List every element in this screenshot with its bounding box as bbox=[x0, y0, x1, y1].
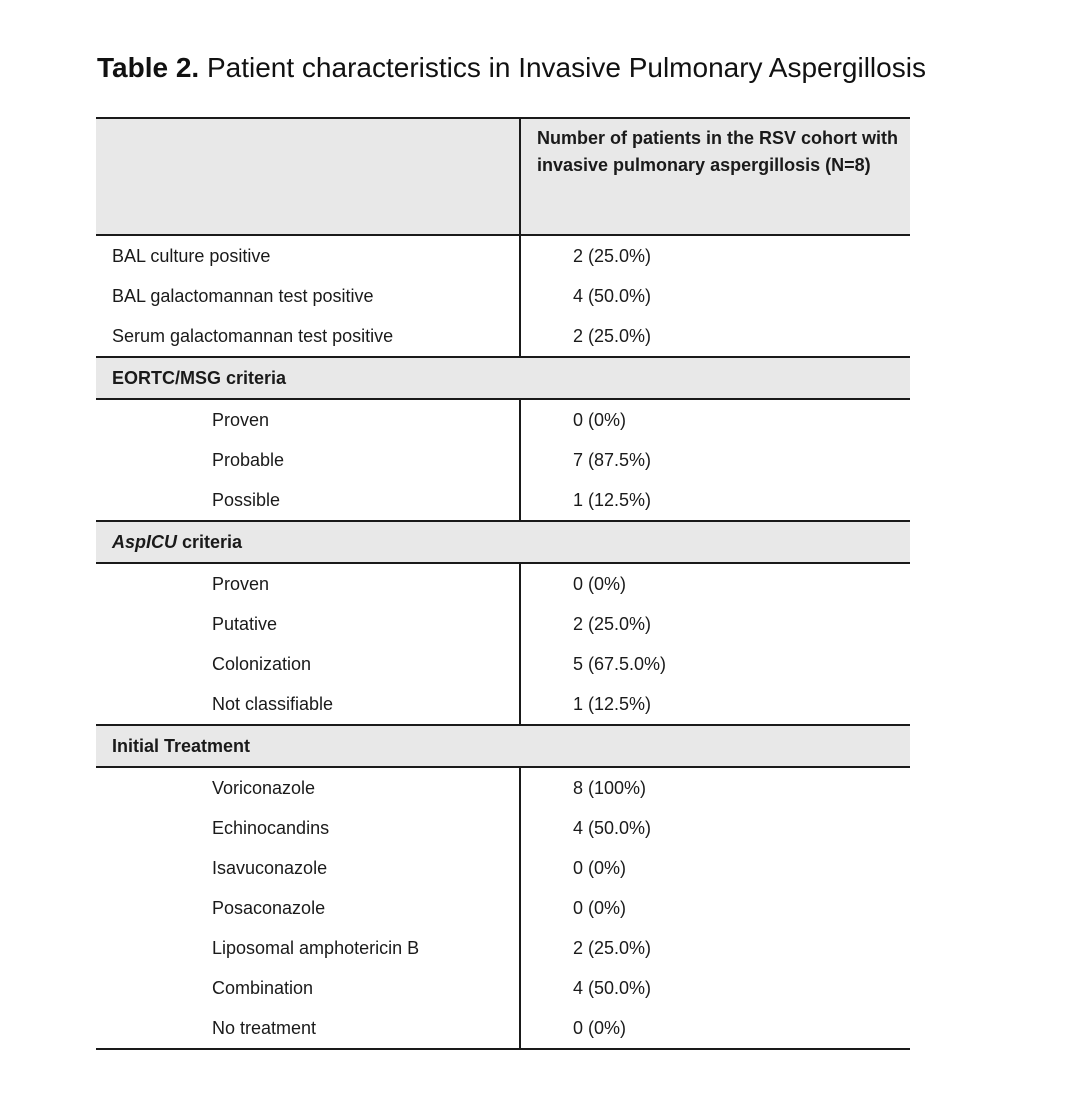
row-label: Possible bbox=[212, 489, 281, 510]
row-value: 2 (25.0%) bbox=[520, 235, 910, 276]
section-title bbox=[96, 521, 910, 563]
row-value: 4 (50.0%) bbox=[520, 276, 910, 316]
row-value: 1 (12.5%) bbox=[520, 480, 910, 521]
section-header-row bbox=[96, 725, 910, 767]
row-label: Voriconazole bbox=[212, 777, 316, 798]
row-label: No treatment bbox=[96, 1008, 520, 1049]
table-row bbox=[96, 480, 910, 521]
section-title-italic: AspICU bbox=[112, 531, 178, 552]
row-value: 0 (0%) bbox=[520, 399, 910, 440]
header-cell-count bbox=[520, 118, 910, 235]
table-row bbox=[96, 235, 910, 276]
table-row bbox=[96, 888, 910, 928]
section-header-row bbox=[96, 521, 910, 563]
row-value: 2 (25.0%) bbox=[520, 316, 910, 357]
row-label: Probable bbox=[212, 449, 285, 470]
row-label: BAL culture positive bbox=[112, 245, 271, 266]
row-value: 2 (25.0%) bbox=[520, 928, 910, 968]
table-row bbox=[96, 316, 910, 357]
row-label: Proven bbox=[212, 409, 270, 430]
row-label: Posaconazole bbox=[212, 897, 326, 918]
table-row bbox=[96, 968, 910, 1008]
row-label: Putative bbox=[212, 613, 278, 634]
row-label: Combination bbox=[212, 977, 314, 998]
row-value: 8 (100%) bbox=[520, 767, 910, 808]
section-title bbox=[96, 725, 910, 767]
table-row bbox=[96, 684, 910, 725]
row-value: 0 (0%) bbox=[520, 888, 910, 928]
section-header-row bbox=[96, 357, 910, 399]
table-caption: Patient characteristics in Invasive Pulmonary Aspergillosis bbox=[206, 52, 926, 83]
row-label: Proven bbox=[212, 573, 270, 594]
row-value: 0 (0%) bbox=[520, 848, 910, 888]
table-row bbox=[96, 604, 910, 644]
row-label: Not classifiable bbox=[212, 693, 334, 714]
row-label: Colonization bbox=[212, 653, 312, 674]
row-label: Echinocandins bbox=[212, 817, 330, 838]
table-row bbox=[96, 563, 910, 604]
table-row bbox=[96, 440, 910, 480]
row-value: 2 (25.0%) bbox=[520, 604, 910, 644]
table-row bbox=[96, 767, 910, 808]
row-label: Serum galactomannan test positive bbox=[112, 325, 394, 346]
row-label: Liposomal amphotericin B bbox=[212, 937, 420, 958]
patient-characteristics-table bbox=[96, 117, 910, 1050]
row-value: 1 (12.5%) bbox=[520, 684, 910, 725]
header-count-text: Number of patients in the RSV cohort with invasive pulmonary aspergillosis (N=8) bbox=[537, 128, 899, 175]
row-value: 4 (50.0%) bbox=[520, 808, 910, 848]
section-title-text: EORTC/MSG criteria bbox=[112, 367, 287, 388]
table-row bbox=[96, 276, 910, 316]
row-value: 7 (87.5%) bbox=[520, 440, 910, 480]
section-title-text: Initial Treatment bbox=[112, 735, 251, 756]
row-value: 4 (50.0%) bbox=[520, 968, 910, 1008]
header-cell-empty bbox=[96, 118, 520, 235]
table-row bbox=[96, 644, 910, 684]
table-row bbox=[96, 399, 910, 440]
row-label: BAL galactomannan test positive bbox=[112, 285, 374, 306]
table-row bbox=[96, 848, 910, 888]
table-label: Table 2. bbox=[97, 52, 200, 83]
table-row bbox=[96, 1008, 910, 1049]
row-label: Isavuconazole bbox=[212, 857, 328, 878]
table-title bbox=[97, 52, 926, 84]
section-title-text: criteria bbox=[177, 531, 243, 552]
section-title bbox=[96, 357, 910, 399]
header-row bbox=[96, 118, 910, 235]
table-row bbox=[96, 928, 910, 968]
table-row bbox=[96, 808, 910, 848]
row-value: 0 (0%) bbox=[520, 1008, 910, 1049]
row-value: 0 (0%) bbox=[520, 563, 910, 604]
row-value: 5 (67.5.0%) bbox=[520, 644, 910, 684]
